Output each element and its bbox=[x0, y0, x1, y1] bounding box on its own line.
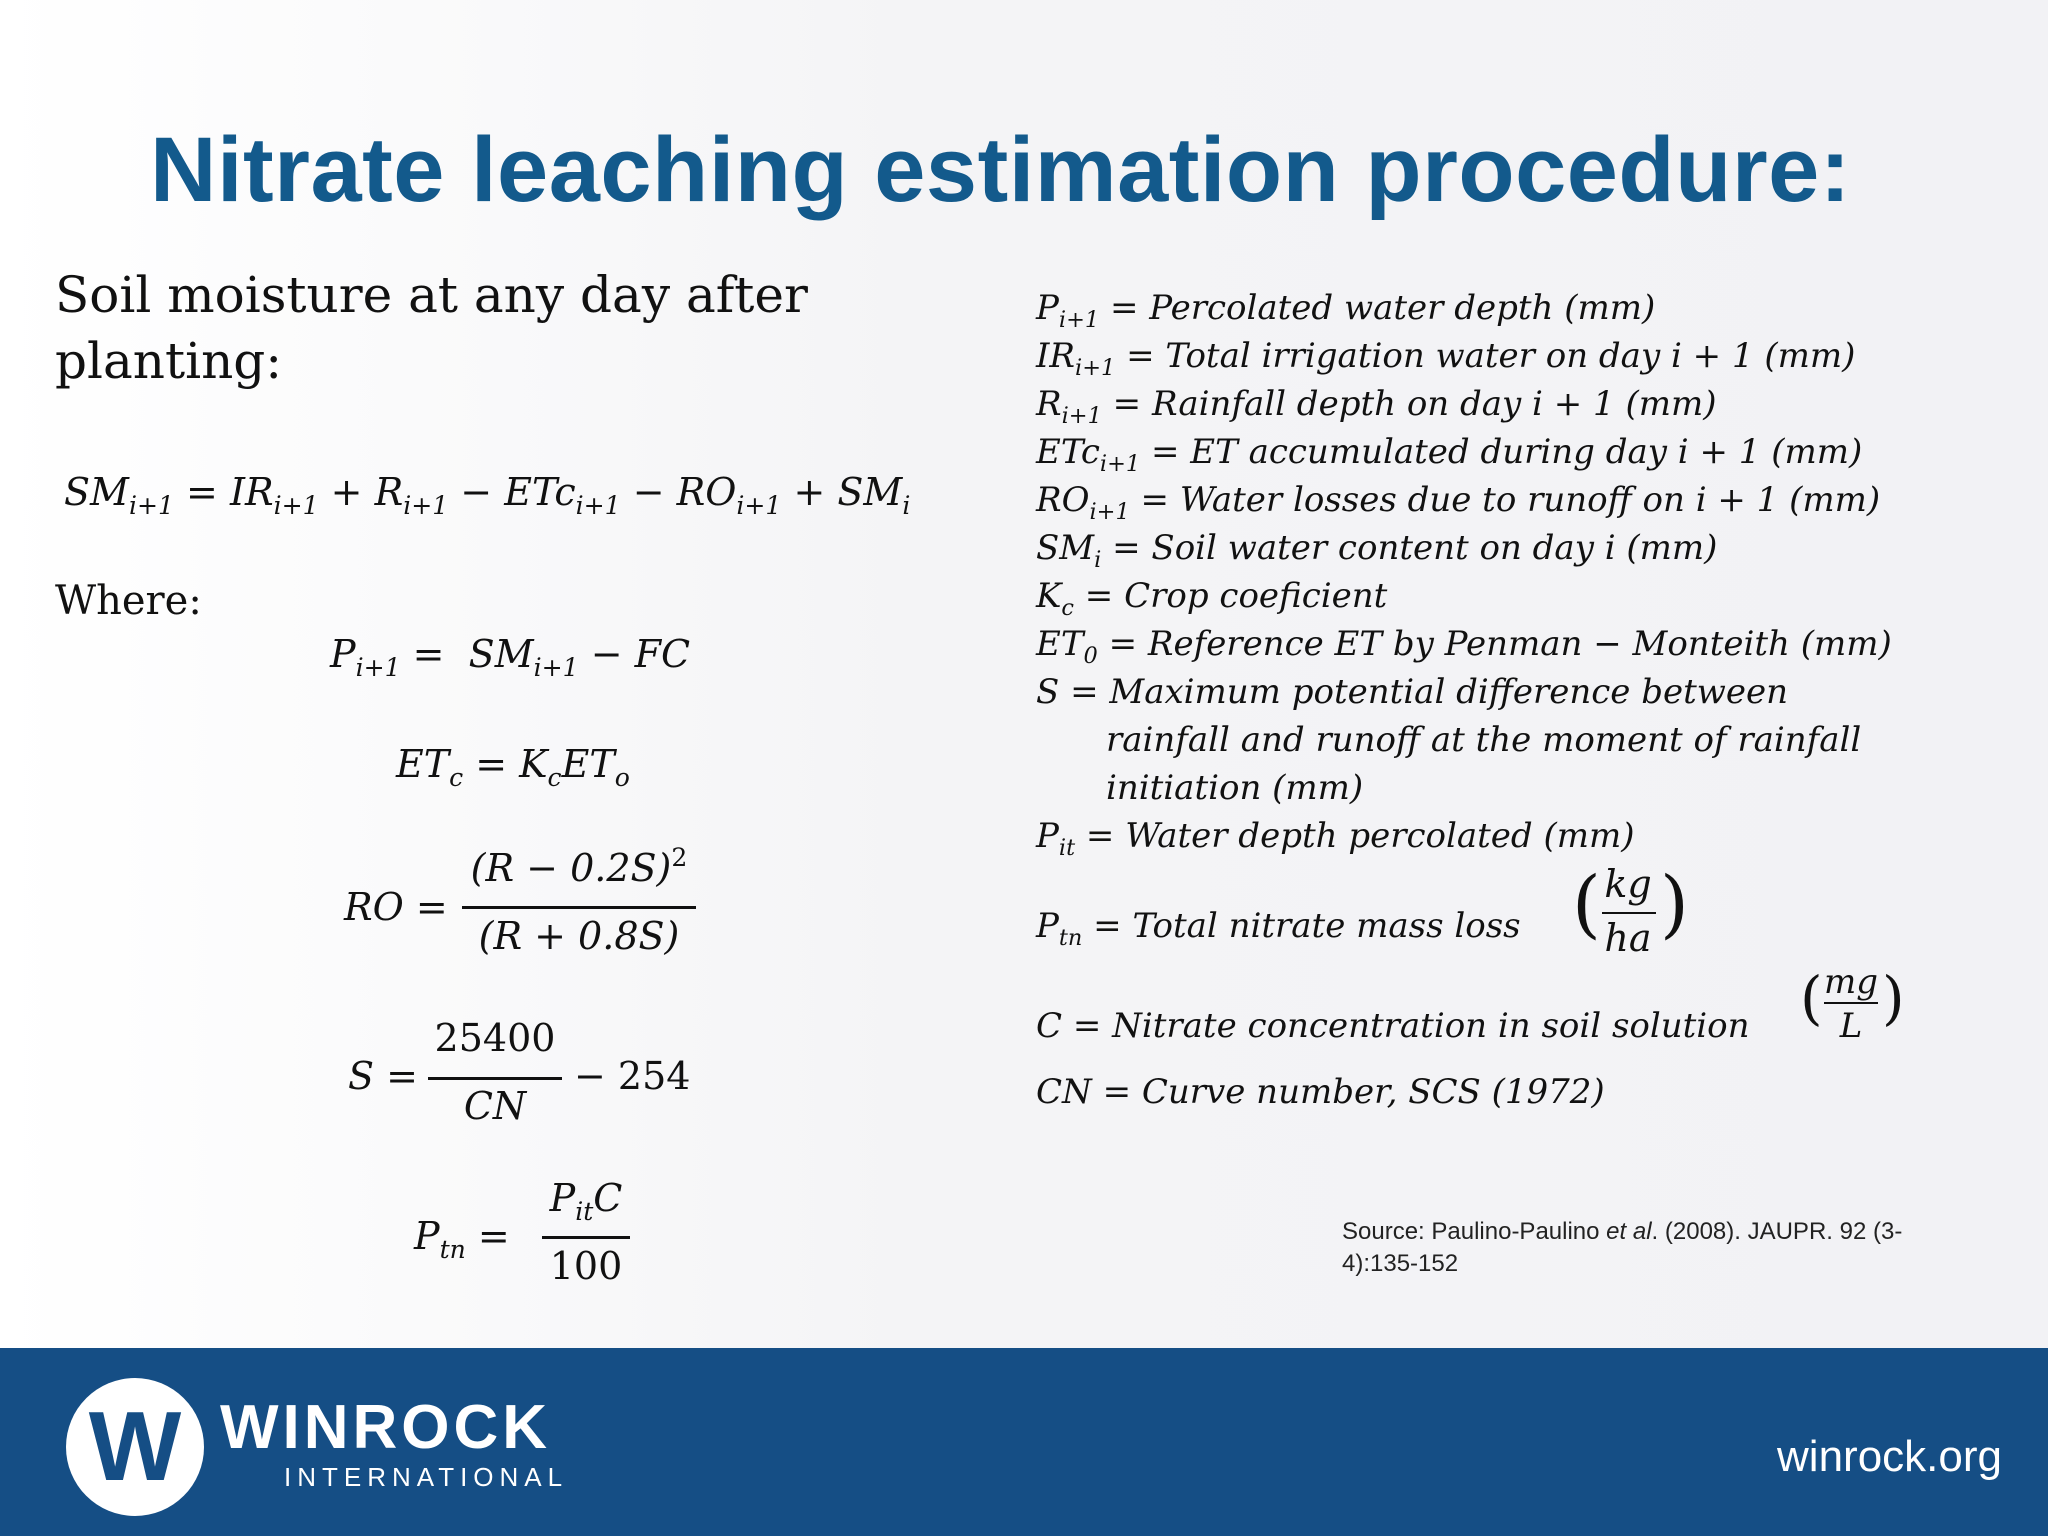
runoff-numerator: $(R - 0.2S)^2$ bbox=[470, 842, 688, 890]
definition-row bbox=[1036, 336, 1856, 381]
definition-row bbox=[1036, 1072, 1605, 1112]
crop-et-equation: $ET_c = K_cET_o$ bbox=[396, 742, 630, 792]
unit-denominator: L bbox=[1839, 1006, 1863, 1046]
definition-symbol: ET bbox=[1036, 624, 1084, 664]
nitrate-loss-numerator: $P_{it}C$ bbox=[549, 1176, 623, 1226]
source-citation: Source: Paulino-Paulino et al. (2008). JAUPR. 92 (3-4):135-152 bbox=[1342, 1218, 1903, 1277]
definition-subscript: i+1 bbox=[1075, 354, 1116, 381]
retention-fraction bbox=[428, 1016, 562, 1136]
definition-text: = Crop coeficient bbox=[1073, 576, 1388, 616]
logo-letter: W bbox=[88, 1391, 182, 1501]
definition-row bbox=[1036, 528, 1718, 573]
definition-row bbox=[1036, 1006, 1750, 1046]
fraction-bar bbox=[462, 906, 696, 909]
left-paren: ( bbox=[1800, 964, 1823, 1032]
definition-text: = Water losses due to runoff on i + 1 (mm) bbox=[1129, 480, 1881, 520]
definition-row bbox=[1036, 906, 1521, 951]
fraction-bar bbox=[428, 1077, 562, 1080]
definition-subscript: 0 bbox=[1083, 642, 1098, 669]
definition-symbol: IR bbox=[1036, 336, 1076, 376]
definition-subscript: i+1 bbox=[1061, 402, 1102, 429]
definition-text: = ET accumulated during day i + 1 (mm) bbox=[1140, 432, 1863, 472]
definition-row bbox=[1036, 432, 1863, 477]
definition-symbol: S bbox=[1036, 672, 1060, 712]
left-paren: ( bbox=[1572, 861, 1601, 947]
definition-text: = Nitrate concentration in soil solution bbox=[1062, 1006, 1750, 1046]
unit-denominator: ha bbox=[1604, 916, 1652, 960]
definition-symbol: P bbox=[1036, 288, 1059, 328]
retention-equation-lhs: S = bbox=[348, 1054, 418, 1098]
definition-row bbox=[1106, 720, 1861, 760]
definition-subscript: i bbox=[1094, 546, 1102, 573]
definition-symbol: P bbox=[1036, 906, 1059, 946]
definition-subscript: i+1 bbox=[1058, 306, 1100, 333]
definition-symbol: C bbox=[1036, 1006, 1063, 1046]
website-link[interactable]: winrock.org bbox=[1777, 1432, 2002, 1481]
definition-text: = Curve number, SCS (1972) bbox=[1091, 1072, 1605, 1112]
runoff-equation-lhs: RO = bbox=[344, 885, 448, 929]
soil-moisture-equation: $SM_{i+1} = IR_{i+1} + R_{i+1} - ETc_{i+1} - RO_{i+1} + SM_i$ bbox=[64, 470, 911, 520]
definition-row bbox=[1036, 576, 1388, 621]
definition-text: = Rainfall depth on day i + 1 (mm) bbox=[1101, 384, 1717, 424]
definition-symbol: K bbox=[1036, 576, 1062, 616]
percolation-equation: $P_{i+1} = SM_{i+1}$ − FC bbox=[330, 632, 691, 682]
definition-text: = Percolated water depth (mm) bbox=[1099, 288, 1656, 328]
definition-symbol: CN bbox=[1036, 1072, 1092, 1112]
definition-row bbox=[1036, 672, 1788, 712]
footer-bar bbox=[0, 1348, 2048, 1536]
definition-symbol: P bbox=[1036, 816, 1059, 856]
definition-text: = Maximum potential difference between bbox=[1059, 672, 1789, 712]
nitrate-loss-denominator: 100 bbox=[549, 1244, 623, 1288]
runoff-denominator: (R + 0.8S) bbox=[478, 914, 680, 958]
retention-numerator: 25400 bbox=[434, 1016, 556, 1060]
definition-text: rainfall and runoff at the moment of rainfall bbox=[1106, 720, 1862, 760]
runoff-fraction bbox=[462, 842, 696, 966]
fraction-bar bbox=[1824, 1002, 1878, 1004]
definition-subscript: it bbox=[1058, 834, 1076, 861]
definition-text: = Soil water content on day i (mm) bbox=[1101, 528, 1718, 568]
fraction-bar bbox=[542, 1236, 630, 1239]
brand-subtitle: INTERNATIONAL bbox=[284, 1462, 569, 1492]
definition-subscript: tn bbox=[1058, 924, 1083, 951]
right-paren: ) bbox=[1660, 861, 1689, 947]
definition-text: initiation (mm) bbox=[1106, 768, 1364, 808]
definition-row bbox=[1036, 288, 1656, 333]
where-label: Where: bbox=[55, 578, 202, 624]
nitrate-loss-lhs: $P_{tn}$ = bbox=[414, 1214, 510, 1264]
definition-text: = Reference ET by Penman − Monteith (mm) bbox=[1097, 624, 1892, 664]
nitrate-loss-fraction bbox=[542, 1176, 630, 1296]
unit-numerator: kg bbox=[1604, 862, 1652, 906]
definition-row bbox=[1036, 384, 1717, 429]
definition-subscript: i+1 bbox=[1089, 498, 1130, 525]
definition-row bbox=[1036, 480, 1881, 525]
unit-numerator: mg bbox=[1823, 962, 1878, 1002]
definition-symbol: RO bbox=[1036, 480, 1090, 520]
retention-equation-tail: − 254 bbox=[574, 1054, 691, 1098]
right-paren: ) bbox=[1882, 964, 1905, 1032]
slide-title: Nitrate leaching estimation procedure: bbox=[150, 119, 1851, 221]
definition-subscript: i+1 bbox=[1099, 450, 1141, 477]
definition-text: = Total nitrate mass loss bbox=[1082, 906, 1521, 946]
definition-symbol: ETc bbox=[1036, 432, 1100, 472]
definition-row bbox=[1106, 768, 1363, 808]
definition-subscript: c bbox=[1061, 594, 1074, 621]
definition-symbol: R bbox=[1036, 384, 1062, 424]
definition-symbol: SM bbox=[1036, 528, 1095, 568]
winrock-logo-icon bbox=[66, 1378, 204, 1516]
definition-text: = Total irrigation water on day i + 1 (mm) bbox=[1115, 336, 1856, 376]
definition-row bbox=[1036, 624, 1892, 669]
retention-denominator: CN bbox=[463, 1084, 527, 1128]
fraction-bar bbox=[1602, 912, 1656, 914]
brand-name: WINROCK bbox=[220, 1393, 552, 1462]
definition-text: = Water depth percolated (mm) bbox=[1075, 816, 1635, 856]
definition-row bbox=[1036, 816, 1635, 861]
intro-text: Soil moisture at any day after planting: bbox=[55, 266, 808, 390]
